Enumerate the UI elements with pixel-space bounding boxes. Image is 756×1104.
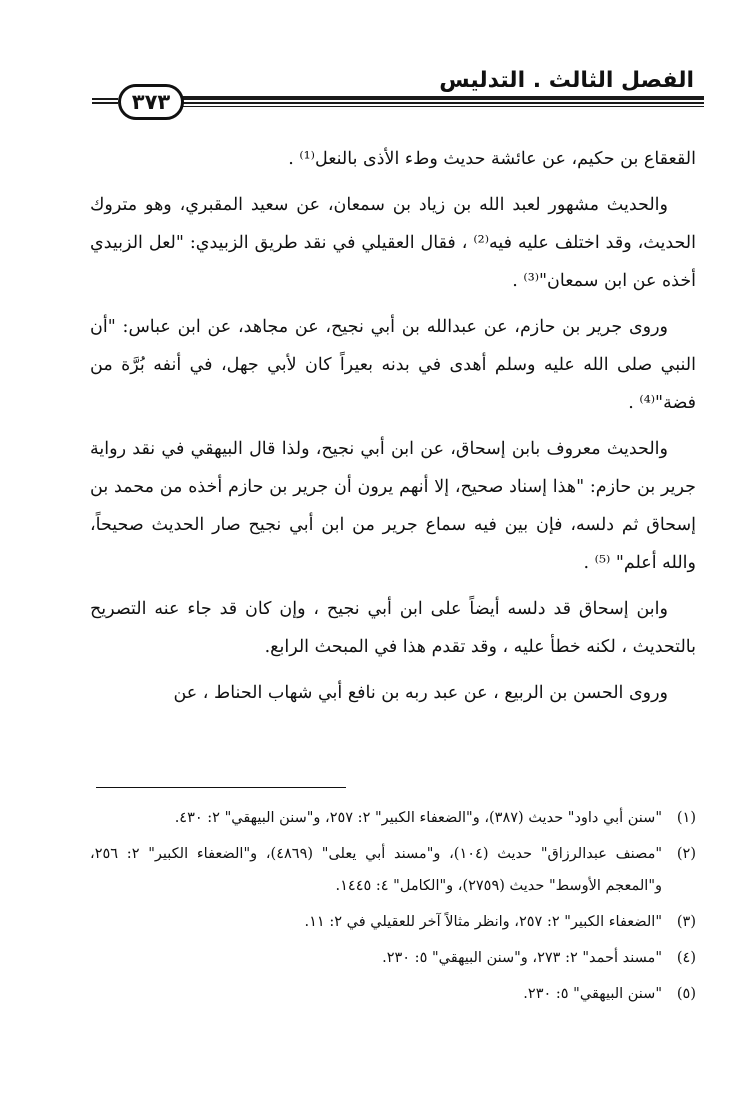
footnote <box>90 838 696 902</box>
footnote-text: "سنن أبي داود" حديث (٣٨٧)، و"الضعفاء الكبير" ٢: ٢٥٧، و"سنن البيهقي" ٢: ٤٣٠. <box>174 810 662 826</box>
paragraph: القعقاع بن حكيم، عن عائشة حديث وطء الأذى بالنعل⁽¹⁾ . <box>288 149 696 169</box>
footnote-separator <box>96 787 346 788</box>
footnote-text: "مصنف عبدالرزاق" حديث (١٠٤)، و"مسند أبي يعلى" (٤٨٦٩)، و"الضعفاء الكبير" ٢: ٢٥٦، و"المعجم الأوسط" حديث (٢٧٥٩)، و"الكامل" ٤: ١٤٤٥. <box>90 846 663 894</box>
footnote <box>90 802 696 834</box>
footnotes <box>90 802 696 1014</box>
footnote-number: (٣) <box>676 914 696 930</box>
body-text <box>90 140 696 720</box>
chapter-title: الفصل الثالث . التدليس <box>439 68 694 93</box>
paragraph: والحديث مشهور لعبد الله بن زياد بن سمعان، عن سعيد المقبري، وهو متروك الحديث، وقد اختلف عليه فيه⁽²⁾ ، فقال العقيلي في نقد طريق الزبيدي: "لعل الزبيدي أخذه عن ابن سمعان"⁽³⁾ . <box>90 195 697 291</box>
paragraph: والحديث معروف بابن إسحاق، عن ابن أبي نجيح، ولذا قال البيهقي في نقد رواية جرير بن حازم: "هذا إسناد صحيح، إلا أنهم يرون أن جرير بن حازم أخذه من محمد بن إسحاق ثم دلسه، فإن بين فيه سماع جرير من ابن أبي نجيح صار الحديث صحيحاً، والله أعلم" ⁽⁵⁾ . <box>90 439 696 573</box>
footnote <box>90 906 696 938</box>
footnote-number: (٥) <box>676 986 696 1002</box>
footnote-number: (١) <box>676 810 696 826</box>
footnote <box>90 942 696 974</box>
footnote-number: (٤) <box>676 950 696 966</box>
footnote-text: "سنن البيهقي" ٥: ٢٣٠. <box>523 986 662 1002</box>
page-number: ٣٧٣ <box>118 84 184 120</box>
paragraph: وروى جرير بن حازم، عن عبدالله بن أبي نجيح، عن مجاهد، عن ابن عباس: "أن النبي صلى الله عليه وسلم أهدى في بدنه بعيراً كان لأبي جهل، في أنفه بُرَّة من فضة"⁽⁴⁾ . <box>90 317 696 413</box>
footnote <box>90 978 696 1010</box>
footnote-text: "مسند أحمد" ٢: ٢٧٣، و"سنن البيهقي" ٥: ٢٣٠. <box>382 950 662 966</box>
footnote-number: (٢) <box>676 846 696 862</box>
paragraph: وروى الحسن بن الربيع ، عن عبد ربه بن نافع أبي شهاب الحناط ، عن <box>173 683 668 703</box>
footnote-text: "الضعفاء الكبير" ٢: ٢٥٧، وانظر مثالاً آخر للعقيلي في ٢: ١١. <box>304 914 662 930</box>
paragraph: وابن إسحاق قد دلسه أيضاً على ابن أبي نجيح ، وإن كان قد جاء عنه التصريح بالتحديث ، لكنه خطأ عليه ، وقد تقدم هذا في المبحث الرابع. <box>90 599 696 657</box>
